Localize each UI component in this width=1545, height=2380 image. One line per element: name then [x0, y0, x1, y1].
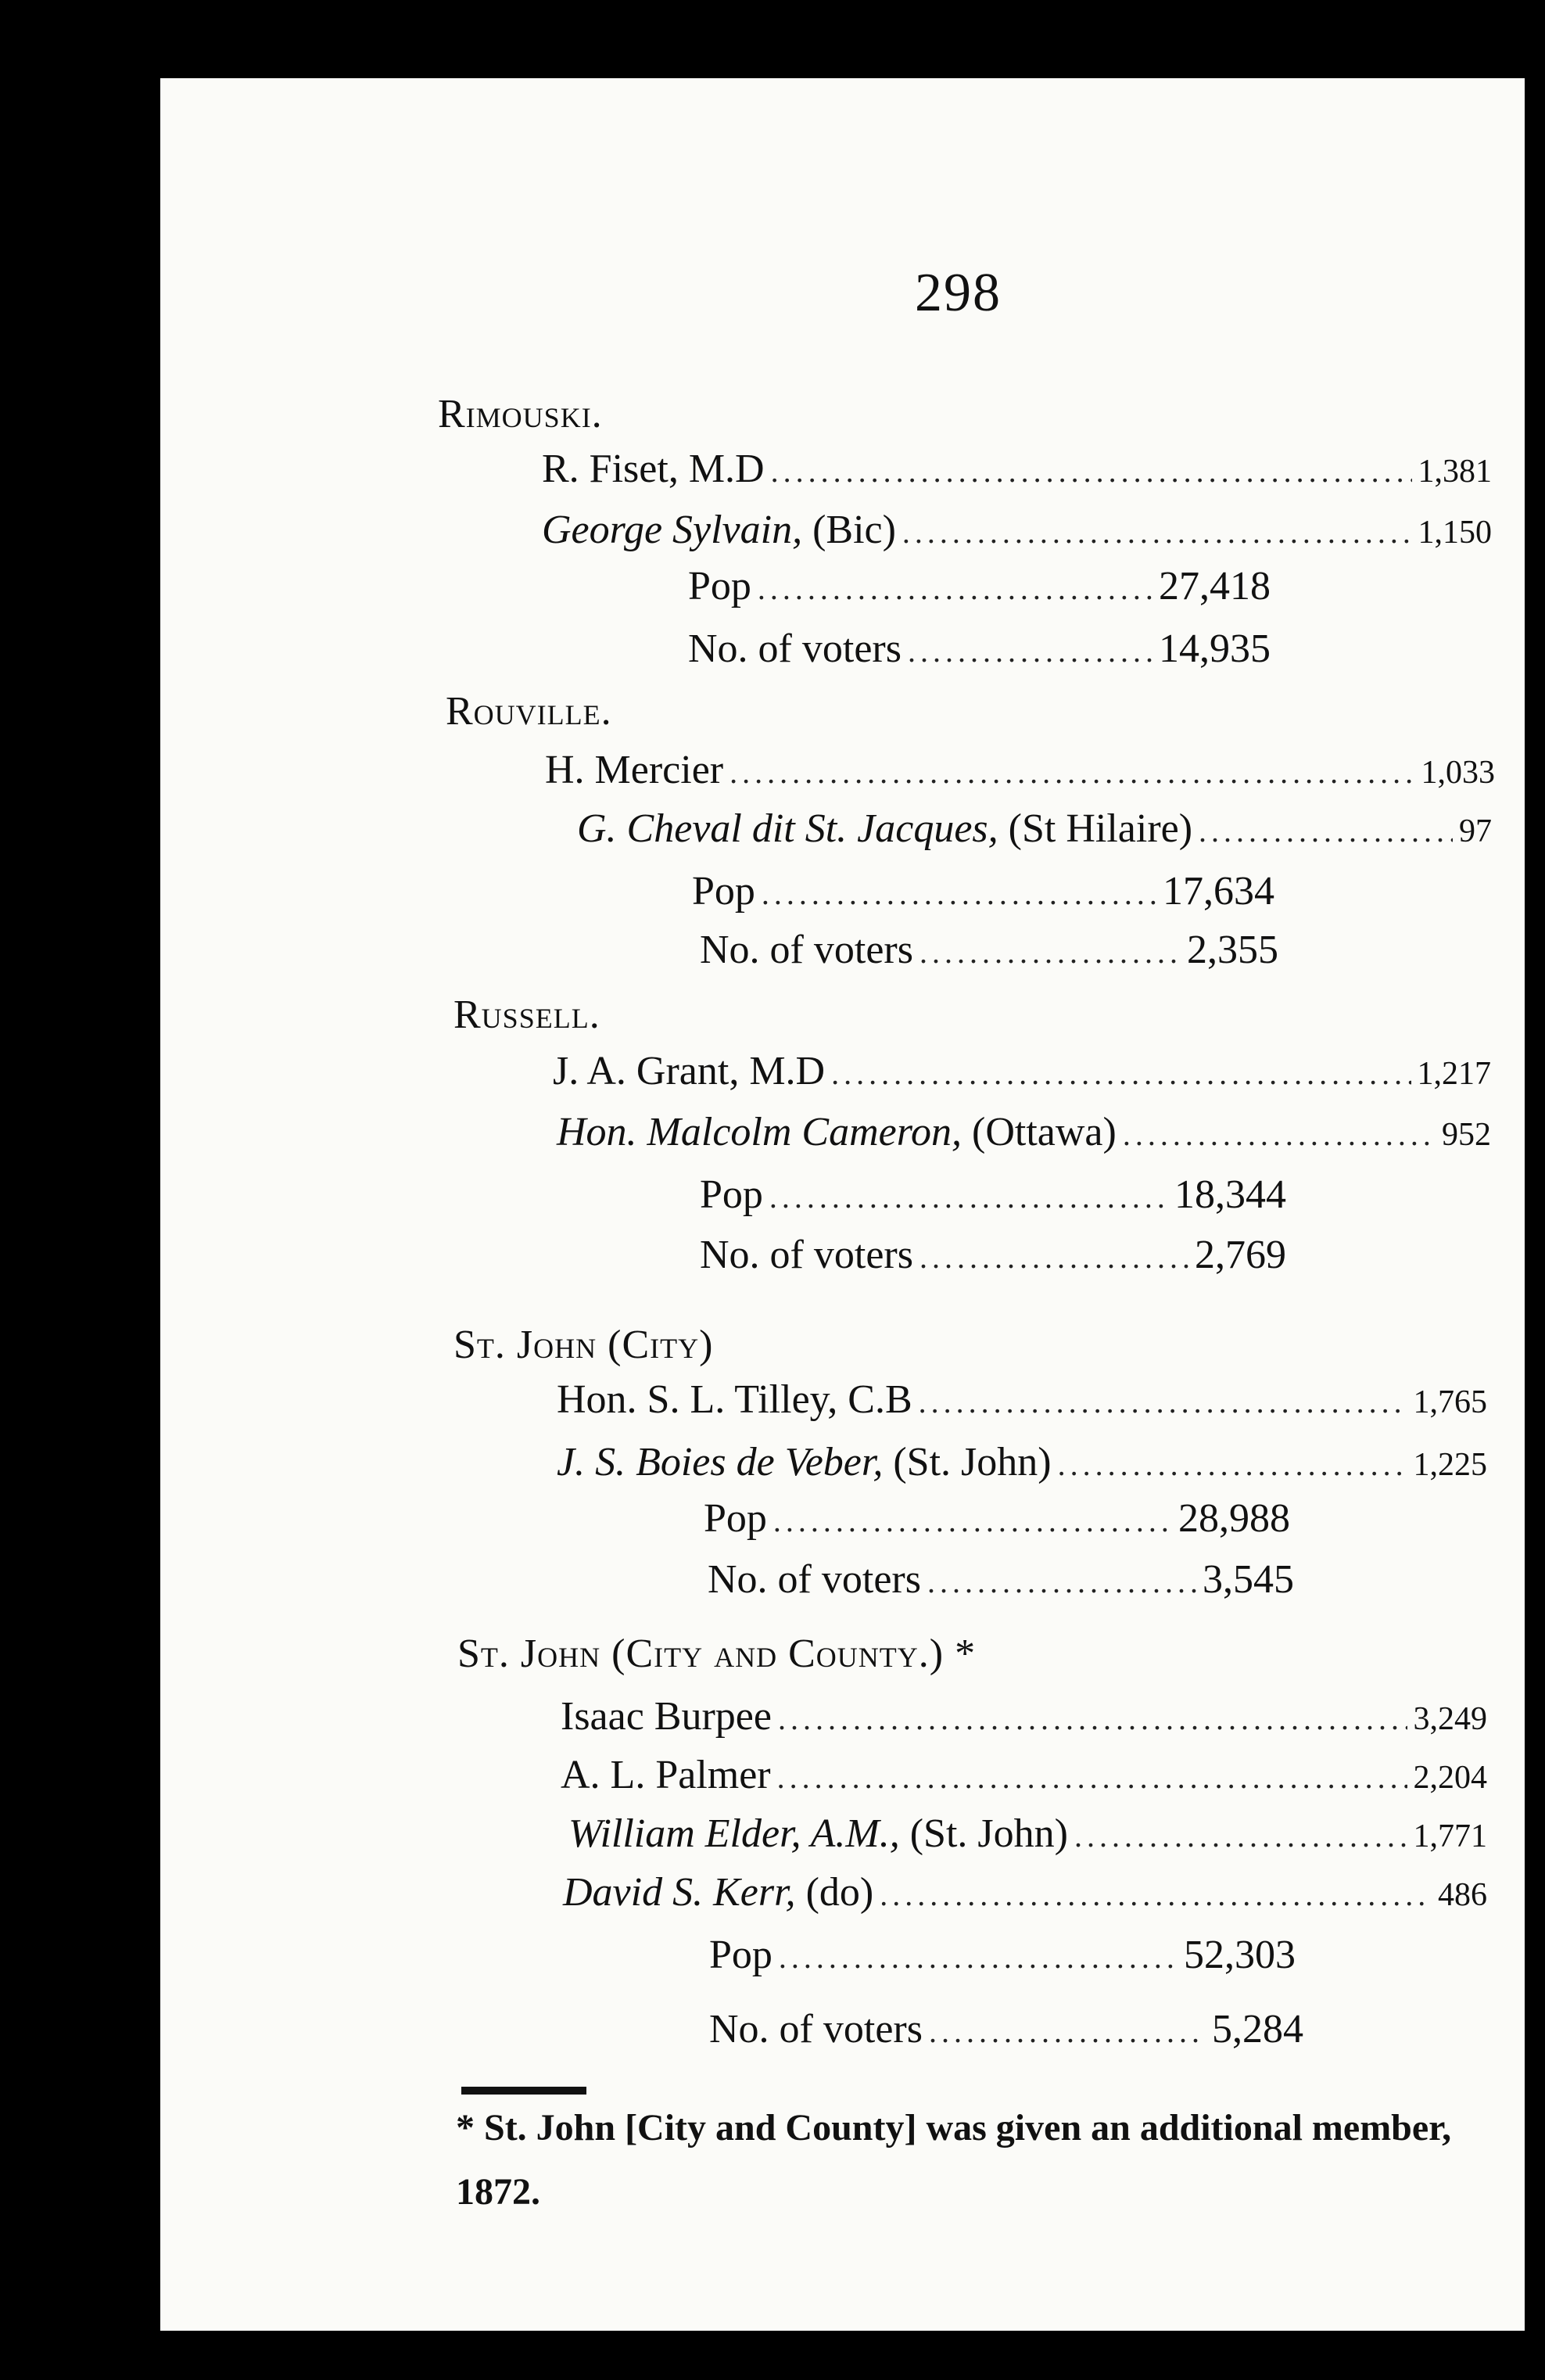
leader-dots: [908, 633, 1152, 669]
candidate-name: William Elder, A.M.,: [568, 1811, 900, 1856]
candidate-name: Hon. S. L. Tilley, C.B: [557, 1377, 912, 1422]
candidate-place: (St. John): [893, 1440, 1052, 1484]
leader-dots: [762, 875, 1156, 912]
voters-value: 5,284: [1212, 2007, 1303, 2052]
voters-label: No. of voters: [688, 626, 902, 671]
leader-dots: [1058, 1446, 1407, 1483]
vote-count: 486: [1438, 1877, 1487, 1913]
voters-value: 14,935: [1159, 626, 1271, 671]
section-heading-st-john-city-county: St. John (City and County.) *: [457, 1632, 977, 1676]
population-label: Pop: [709, 1933, 772, 1977]
candidate-row: [557, 1377, 1487, 1423]
leader-dots: [1074, 1818, 1407, 1854]
candidate-place: (do): [805, 1870, 874, 1915]
vote-count: 1,381: [1418, 454, 1492, 490]
population-label: Pop: [688, 564, 751, 608]
candidate-name: H. Mercier: [545, 748, 724, 792]
vote-count: 2,204: [1413, 1760, 1487, 1796]
candidate-row: [553, 1048, 1491, 1094]
leader-dots: [771, 453, 1412, 490]
population-label: Pop: [700, 1172, 763, 1217]
population-value: 28,988: [1178, 1496, 1290, 1541]
section-heading-rimouski: Rimouski.: [438, 392, 603, 436]
section-heading-russell: Russell.: [453, 993, 600, 1037]
vote-count: 1,217: [1417, 1056, 1491, 1092]
candidate-name: J. A. Grant, M.D: [553, 1049, 826, 1093]
leader-dots: [773, 1502, 1172, 1539]
vote-count: 1,771: [1413, 1818, 1487, 1854]
voters-value: 3,545: [1203, 1557, 1294, 1602]
vote-count: 1,765: [1413, 1384, 1487, 1420]
voters-label: No. of voters: [708, 1557, 921, 1602]
population-label: Pop: [704, 1496, 767, 1541]
population-row: [709, 1932, 1296, 1978]
section-heading-rouville: Rouville.: [446, 689, 612, 734]
candidate-row: [561, 1693, 1487, 1739]
leader-dots: [1199, 813, 1453, 849]
voters-row: [700, 927, 1278, 973]
voters-label: No. of voters: [700, 1233, 913, 1277]
vote-count: 97: [1459, 813, 1492, 849]
voters-row: [709, 2006, 1303, 2052]
page-number: 298: [915, 263, 1002, 323]
leader-dots: [919, 1239, 1188, 1276]
leader-dots: [880, 1876, 1432, 1913]
vote-count: 952: [1442, 1117, 1491, 1153]
vote-count: 1,225: [1413, 1447, 1487, 1483]
candidate-name: George Sylvain,: [542, 508, 803, 552]
leader-dots: [929, 2013, 1206, 2050]
leader-dots: [778, 1700, 1407, 1737]
candidate-name: R. Fiset, M.D: [542, 447, 765, 491]
candidate-row: [568, 1811, 1487, 1857]
candidate-place: (St Hilaire): [1008, 806, 1193, 851]
leader-dots: [831, 1055, 1411, 1092]
footnote: * St. John [City and County] was given an additional member, 1872.: [456, 2107, 1452, 2213]
candidate-row: [557, 1109, 1491, 1155]
candidate-name: Isaac Burpee: [561, 1694, 772, 1739]
voters-label: No. of voters: [700, 928, 913, 972]
voters-value: 2,355: [1187, 928, 1278, 972]
candidate-name: G. Cheval dit St. Jacques,: [577, 806, 998, 851]
candidate-place: (Bic): [812, 508, 896, 552]
population-label: Pop: [692, 869, 755, 914]
leader-dots: [777, 1759, 1407, 1796]
footnote-rule: [461, 2087, 586, 2095]
population-row: [700, 1172, 1286, 1218]
candidate-name: Hon. Malcolm Cameron,: [557, 1110, 962, 1154]
population-row: [688, 563, 1271, 609]
voters-row: [700, 1232, 1286, 1278]
candidate-row: [542, 507, 1492, 553]
vote-count: 1,033: [1421, 755, 1495, 791]
vote-count: 3,249: [1413, 1701, 1487, 1737]
population-row: [704, 1495, 1290, 1542]
leader-dots: [1123, 1116, 1436, 1153]
candidate-row: [563, 1869, 1487, 1915]
voters-label: No. of voters: [709, 2007, 923, 2052]
section-heading-st-john-city: St. John (City): [453, 1323, 714, 1367]
vote-count: 1,150: [1418, 515, 1492, 551]
leader-dots: [927, 1563, 1196, 1600]
leader-dots: [902, 514, 1412, 551]
voters-value: 2,769: [1195, 1233, 1286, 1277]
candidate-row: [557, 1439, 1487, 1485]
candidate-place: (Ottawa): [972, 1110, 1117, 1154]
leader-dots: [729, 754, 1414, 791]
voters-row: [708, 1556, 1294, 1603]
population-value: 17,634: [1163, 869, 1274, 914]
candidate-row: [577, 806, 1492, 852]
leader-dots: [919, 1384, 1407, 1420]
leader-dots: [758, 570, 1152, 607]
candidate-place: (St. John): [909, 1811, 1068, 1856]
candidate-name: David S. Kerr,: [563, 1870, 796, 1915]
candidate-row: [542, 446, 1492, 492]
candidate-name: A. L. Palmer: [561, 1753, 771, 1797]
voters-row: [688, 626, 1271, 672]
candidate-name: J. S. Boies de Veber,: [557, 1440, 884, 1484]
leader-dots: [919, 934, 1181, 971]
population-value: 52,303: [1184, 1933, 1296, 1977]
candidate-row: [561, 1752, 1487, 1798]
population-value: 27,418: [1159, 564, 1271, 608]
population-row: [692, 868, 1274, 914]
candidate-row: [545, 747, 1495, 793]
leader-dots: [779, 1939, 1178, 1976]
population-value: 18,344: [1174, 1172, 1286, 1217]
leader-dots: [769, 1179, 1168, 1215]
